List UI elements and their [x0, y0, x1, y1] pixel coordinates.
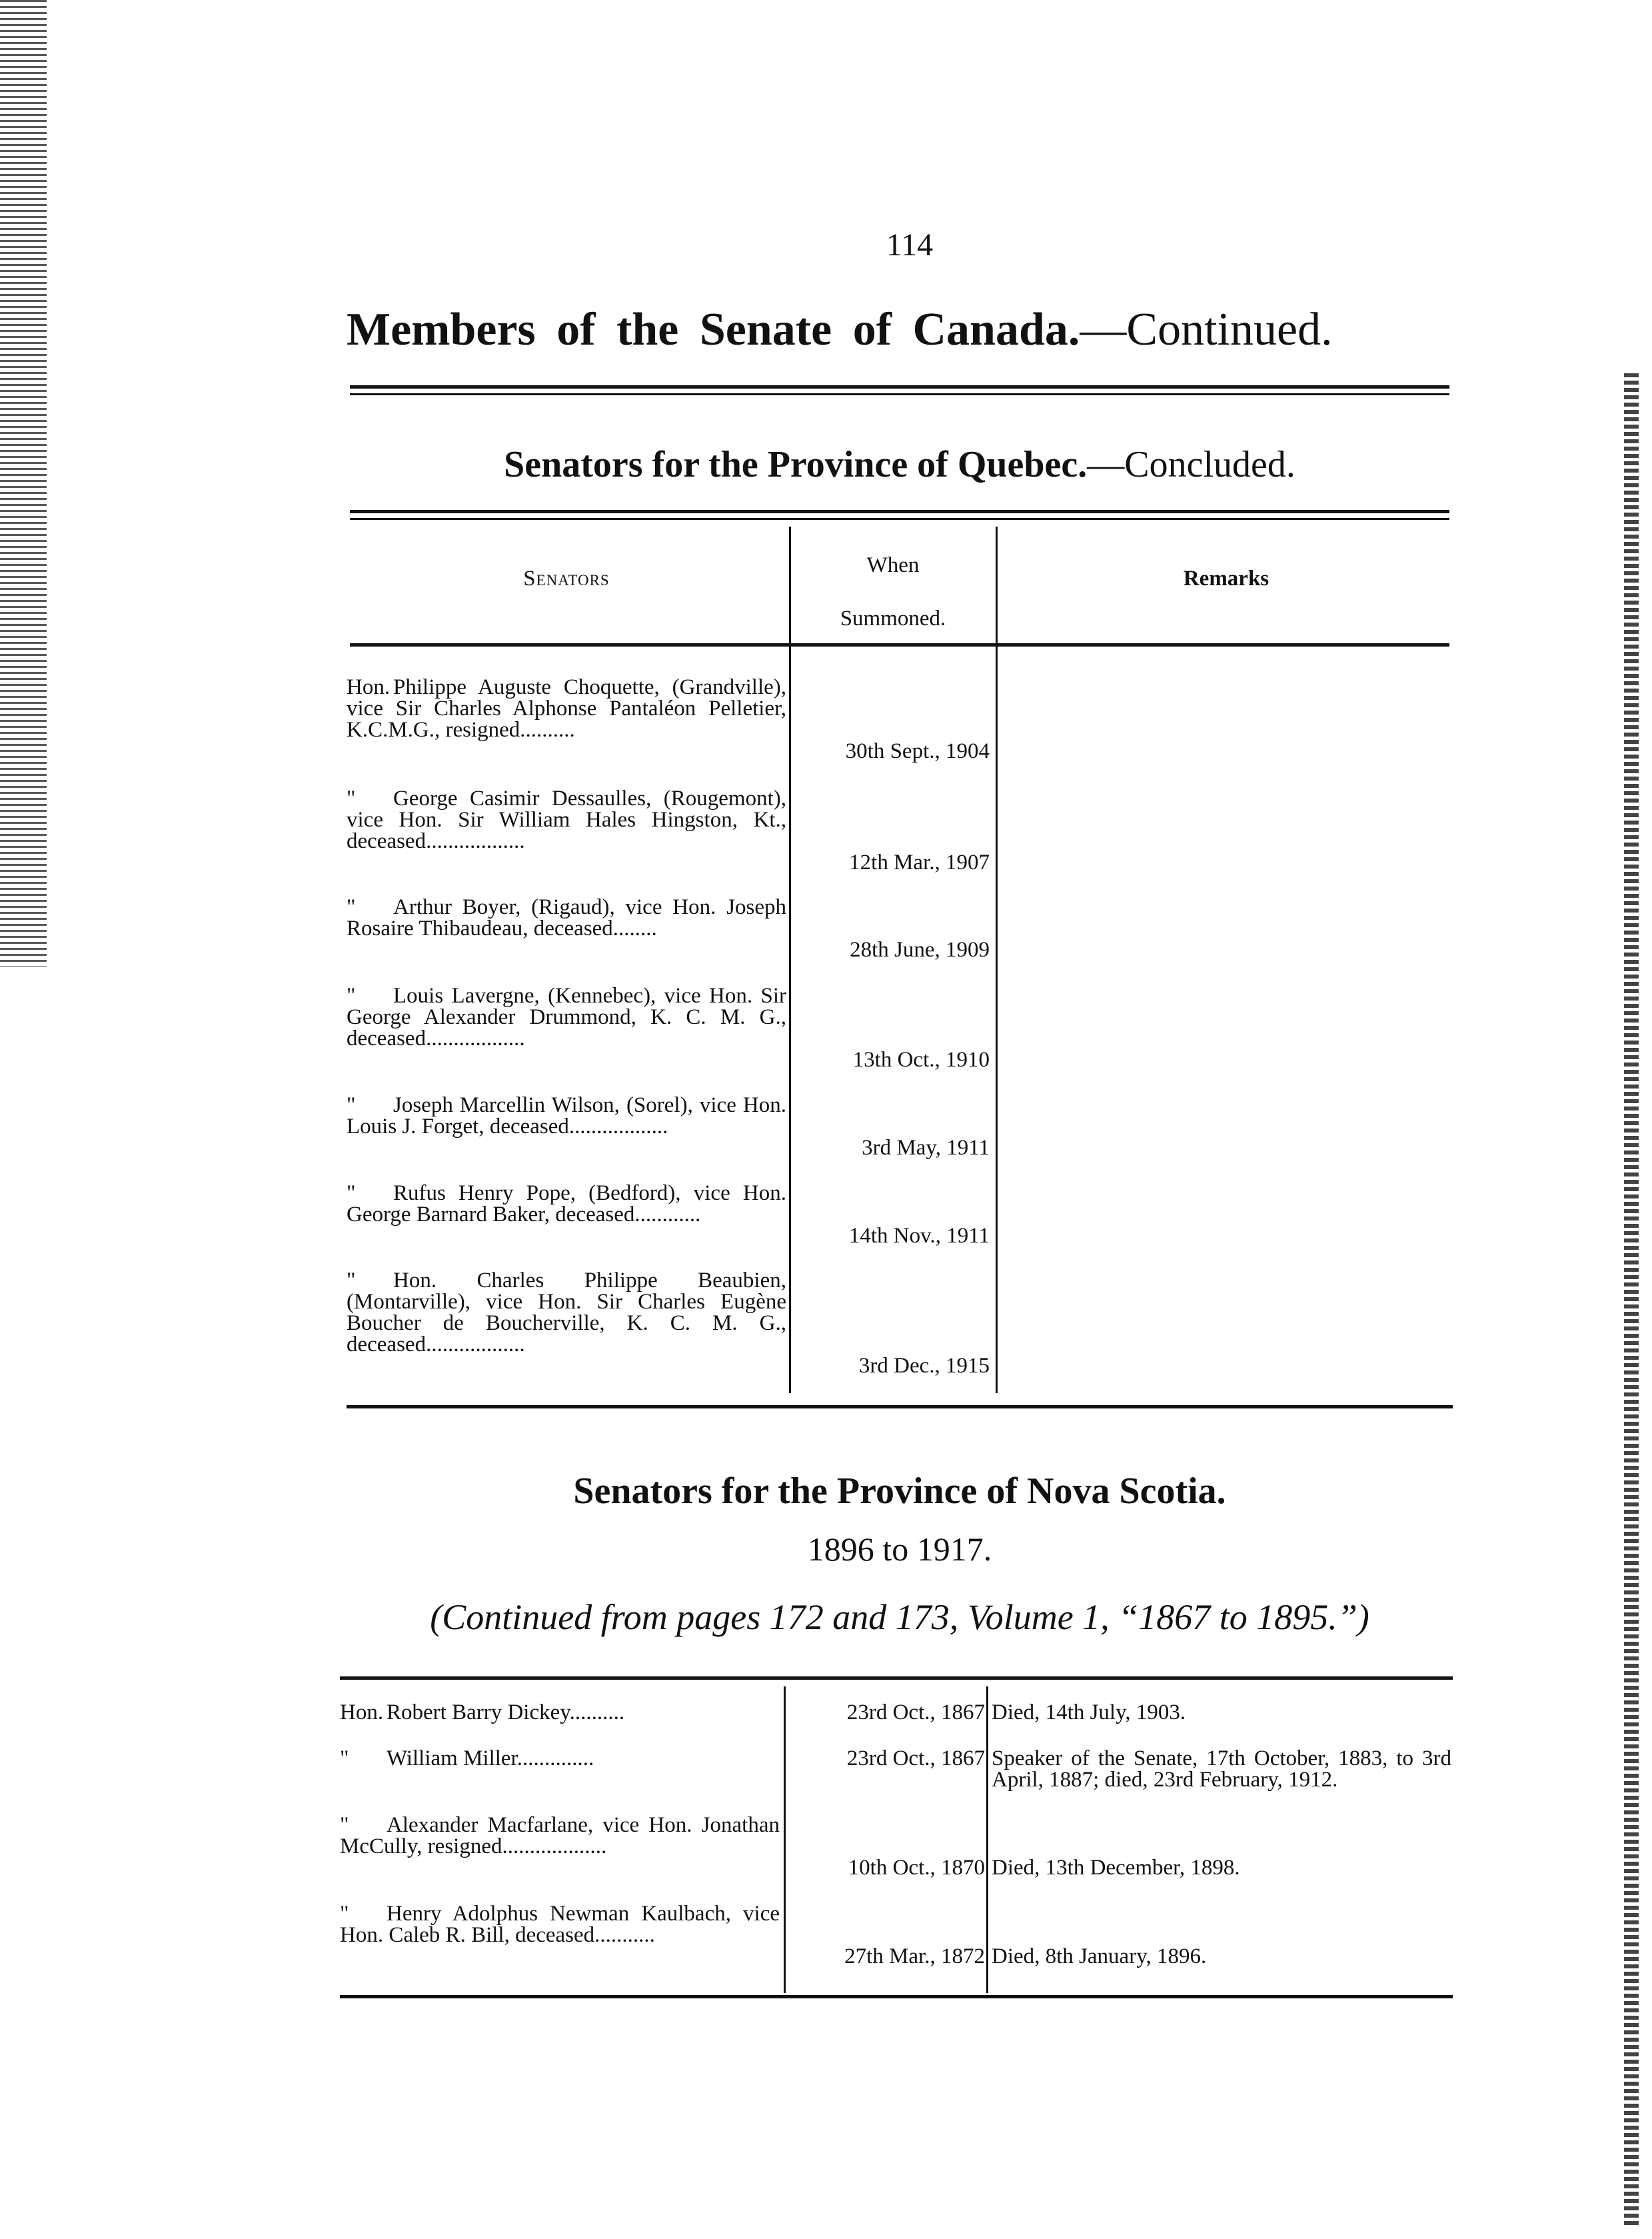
quebec-double-rule: [350, 510, 1449, 520]
summoned-date: 3rd Dec., 1915: [858, 1354, 990, 1378]
nova-scotia-heading: [347, 1470, 1453, 1512]
senator-name: [347, 788, 786, 852]
senator-prefix: ": [347, 984, 356, 1008]
senator-description: Rufus Henry Pope, (Bedford), vice Hon. George Barnard Baker, deceased............: [347, 1181, 786, 1226]
title-double-rule: [350, 385, 1449, 395]
senator-description: William Miller..............: [387, 1746, 594, 1770]
senator-name: [340, 1702, 780, 1723]
senator-description: Arthur Boyer, (Rigaud), vice Hon. Joseph Rosaire Thibaudeau, deceased........: [347, 895, 786, 941]
senator-description: Robert Barry Dickey..........: [387, 1700, 625, 1724]
page-title-main: Members of the Senate of Canada.: [347, 304, 1080, 355]
summoned-date: 10th Oct., 1870: [848, 1856, 985, 1880]
senator-name: [340, 1814, 780, 1857]
column-header-when: When: [866, 553, 920, 577]
column-header-when-summoned: [793, 539, 993, 645]
summoned-date: 12th Mar., 1907: [849, 851, 990, 875]
senator-description: Hon. Charles Philippe Beaubien, (Montarville), vice Hon. Sir Charles Eugène Boucher de Boucherville, K. C. M. G., deceased..................: [347, 1268, 786, 1356]
remark: Died, 8th January, 1896.: [992, 1944, 1207, 1968]
summoned-date: 27th Mar., 1872: [844, 1944, 985, 1968]
senator-description: Alexander Macfarlane, vice Hon. Jonathan McCully, resigned...................: [340, 1813, 780, 1858]
quebec-column-divider-2: [996, 527, 998, 1393]
senator-prefix: ": [340, 1813, 349, 1837]
senator-name: [347, 1095, 786, 1137]
senator-description: Louis Lavergne, (Kennebec), vice Hon. Sir George Alexander Drummond, K. C. M. G., deceased..................: [347, 984, 786, 1051]
remark: Speaker of the Senate, 17th October, 1883, to 3rd April, 1887; died, 23rd February, 1912.: [992, 1746, 1451, 1792]
column-header-senators: Senators: [523, 567, 610, 591]
scan-edge-right: [1624, 373, 1639, 2226]
page-title-suffix: —Continued.: [1080, 304, 1333, 355]
column-header-remarks: Remarks: [1183, 567, 1269, 591]
senator-name: [340, 1903, 780, 1946]
senator-name: [347, 985, 786, 1049]
senator-name: [347, 1270, 786, 1355]
senator-prefix: Hon.: [347, 675, 391, 699]
senator-name: [340, 1748, 780, 1769]
senator-name: [347, 1182, 786, 1225]
summoned-date: 13th Oct., 1910: [852, 1048, 990, 1072]
senator-prefix: ": [347, 1268, 356, 1292]
senator-prefix: ": [340, 1746, 349, 1770]
quebec-table-bottom-rule: [347, 1405, 1453, 1408]
senator-prefix: ": [347, 1181, 356, 1205]
quebec-heading-main: Senators for the Province of Quebec.: [504, 444, 1088, 485]
header-bottom-rule: [350, 643, 1449, 647]
nova-scotia-heading-main: Senators for the Province of Nova Scotia.: [573, 1470, 1226, 1512]
continued-note: (Continued from pages 172 and 173, Volume 1, “1867 to 1895.”): [430, 1597, 1369, 1637]
summoned-date: 30th Sept., 1904: [845, 739, 990, 763]
nova-scotia-column-divider-2: [986, 1686, 988, 1993]
summoned-date: 23rd Oct., 1867: [846, 1746, 985, 1770]
senator-description: Henry Adolphus Newman Kaulbach, vice Hon. Caleb R. Bill, deceased...........: [340, 1902, 780, 1947]
nova-scotia-top-rule: [340, 1676, 1453, 1680]
remark: Died, 14th July, 1903.: [992, 1700, 1186, 1724]
quebec-heading: [347, 443, 1453, 486]
senator-prefix: Hon.: [340, 1700, 384, 1724]
summoned-date: 23rd Oct., 1867: [846, 1700, 985, 1724]
senator-prefix: ": [347, 1093, 356, 1117]
senator-prefix: ": [347, 895, 356, 919]
summoned-date: 28th June, 1909: [850, 938, 990, 962]
senator-prefix: ": [340, 1902, 349, 1926]
remark: Died, 13th December, 1898.: [992, 1856, 1240, 1880]
senator-description: Joseph Marcellin Wilson, (Sorel), vice Hon. Louis J. Forget, deceased..................: [347, 1093, 786, 1138]
summoned-date: 14th Nov., 1911: [848, 1224, 990, 1248]
summoned-date: 3rd May, 1911: [862, 1136, 990, 1160]
nova-scotia-years: 1896 to 1917.: [807, 1530, 992, 1568]
scan-edge-left: [0, 0, 47, 967]
senator-name: [347, 897, 786, 939]
nova-scotia-bottom-rule: [340, 1995, 1453, 1998]
senator-name: [347, 677, 786, 741]
senator-description: George Casimir Dessaulles, (Rougemont), vice Hon. Sir William Hales Hingston, Kt., deceased..................: [347, 787, 786, 853]
page-title: [347, 303, 1453, 357]
column-header-summoned: Summoned.: [840, 607, 946, 631]
senator-prefix: ": [347, 787, 356, 811]
page-number: 114: [886, 227, 934, 263]
quebec-heading-suffix: —Concluded.: [1087, 444, 1295, 485]
senator-description: Philippe Auguste Choquette, (Grandville), vice Sir Charles Alphonse Pantaléon Pelletier, K.C.M.G., resigned..........: [347, 675, 786, 742]
